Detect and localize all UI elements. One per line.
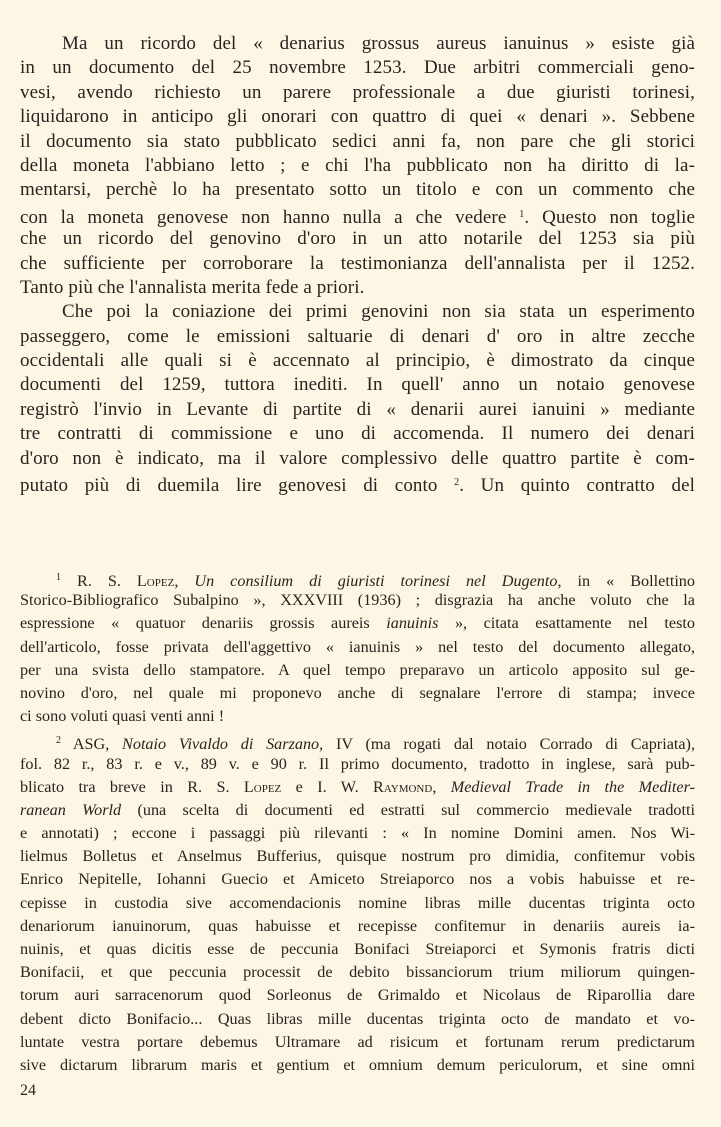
text-segment: ASG, bbox=[72, 735, 123, 754]
footnote-line: sive dictarum librarum maris et gentium et omnium demum periculorum, et sine omni bbox=[20, 1055, 695, 1074]
footnote-line: Bonifacii, et que peccunia processit de debito bissanciorum trium miliorum quingen- bbox=[20, 963, 695, 982]
text-segment: blicato tra breve in bbox=[20, 777, 188, 796]
text-segment: . Un quinto contratto del bbox=[459, 475, 695, 497]
text-segment: . Questo non toglie bbox=[524, 206, 696, 228]
text-segment: e I. W. bbox=[281, 777, 374, 796]
footnote-1 bbox=[20, 566, 695, 728]
footnote-line: e annotati) ; eccone i passaggi più rilevanti : « In nomine Domini amen. Nos Wi- bbox=[20, 824, 695, 843]
text-line: in un documento del 25 novembre 1253. Due arbitri commerciali geno- bbox=[20, 57, 695, 79]
footnote-line: novino d'oro, nel quale mi proponevo anche di segnalare l'errore di stampa; invece bbox=[20, 683, 695, 702]
footnote-line: denariorum ianuinorum, quas habuisse et recepisse confitemur in denariis aureis ia- bbox=[20, 916, 695, 935]
footnote-2 bbox=[20, 729, 695, 1077]
text-line: che sufficiente per corroborare la testimonianza dell'annalista per il 1252. bbox=[20, 252, 695, 274]
footnote-line: nuinis, et quas dicitis esse de peccunia Bonifaci Streiaporci et Symonis fratris dicti bbox=[20, 940, 695, 958]
text-line: Tanto più che l'annalista merita fede a priori. bbox=[20, 276, 365, 298]
text-segment: espressione « quatuor denariis grossis aureis bbox=[20, 614, 387, 633]
paragraph-1 bbox=[20, 32, 695, 300]
author-name: R. S. Lopez bbox=[187, 777, 282, 796]
footnote-line bbox=[20, 729, 695, 752]
text-line: Ma un ricordo del « denarius grossus aureus ianuinus » esiste già bbox=[62, 33, 695, 54]
footnote-author: R. S. Lopez bbox=[77, 572, 175, 590]
footnote-line bbox=[20, 799, 695, 822]
footnote-line bbox=[20, 612, 695, 635]
text-line bbox=[20, 471, 695, 495]
footnote-ref[interactable]: 2 bbox=[454, 477, 460, 489]
text-segment: , in « Bollettino bbox=[557, 572, 695, 590]
footnote-line: torum auri sarracenorum quod Sorleonus de Grimaldo et Nicolaus de Riparollia dare bbox=[20, 986, 695, 1005]
text-segment: , IV (ma rogati dal notaio Corrado di Capriata), bbox=[319, 735, 695, 754]
text-segment-italic: ianuinis bbox=[386, 614, 439, 633]
text-line: mentarsi, perchè lo ha presentato sotto un titolo e con un commento che bbox=[20, 179, 695, 201]
footnote-line: ci sono voluti quasi venti anni ! bbox=[20, 707, 225, 726]
footnotes bbox=[20, 566, 695, 1078]
footnote-number: 1 bbox=[56, 572, 61, 583]
footnote-line: per una svista dello stampatore. A quel tempo preparavo un articolo apposito sul ge- bbox=[20, 660, 695, 679]
footnote-title: Un consilium di giuristi torinesi nel Dugento bbox=[194, 572, 558, 590]
footnote-line: fol. 82 r., 83 r. e v., 89 v. e 90 r. Il primo documento, tradotto in inglese, sarà pub- bbox=[20, 754, 695, 773]
text-segment: , bbox=[432, 777, 451, 796]
text-line: della moneta l'abbiano letto ; e chi l'ha pubblicato non ha diritto di la- bbox=[20, 154, 695, 176]
book-title: Medieval Trade in the Mediter- bbox=[450, 777, 695, 796]
text-line bbox=[20, 203, 695, 227]
footnote-ref[interactable]: 1 bbox=[519, 208, 525, 220]
text-line: liquidarono in anticipo gli onorari con quattro di quei « denari ». Sebbene bbox=[20, 106, 695, 128]
footnote-line: Storico-Bibliografico Subalpino », XXXVIII (1936) ; disgrazia ha anche voluto che la bbox=[20, 591, 695, 610]
main-text bbox=[20, 32, 695, 495]
text-line: il documento sia stato pubblicato sedici anni fa, non pare che gli storici bbox=[20, 130, 695, 152]
text-line: vesi, avendo richiesto un parere professionale a due giuristi torinesi, bbox=[20, 81, 695, 103]
footnote-title: Notaio Vivaldo di Sarzano bbox=[122, 735, 320, 754]
footnote-line: dell'articolo, fosse privata dell'aggettivo « ianuinis » nel testo del documento allegato, bbox=[20, 637, 695, 656]
text-line: passeggero, come le emissioni saltuarie di denari d' oro in altre zecche bbox=[20, 325, 695, 347]
text-line: d'oro non è indicato, ma il valore complessivo delle quattro partite è com- bbox=[20, 447, 695, 469]
footnote-line bbox=[20, 776, 695, 799]
footnote-line: cepisse in custodia sive accomendacionis nomine libras mille ducentas triginta octo bbox=[20, 893, 695, 912]
text-segment: », citata esattamente nel testo bbox=[438, 614, 696, 633]
text-line: che un ricordo del genovino d'oro in un atto notarile del 1253 sia più bbox=[20, 228, 695, 250]
text-segment: (una scelta di documenti ed estratti sul commercio medievale tradotti bbox=[121, 800, 695, 819]
text-line: tre contratti di commissione e uno di accomenda. Il numero dei denari bbox=[20, 423, 695, 445]
paragraph-2 bbox=[20, 300, 695, 495]
footnote-line: luntate vestra portare debemus Ultramare ad risicum et fortunam rerum predictarum bbox=[20, 1032, 695, 1051]
text-line: Che poi la coniazione dei primi genovini non sia stata un esperimento bbox=[62, 301, 695, 323]
footnote-number: 2 bbox=[56, 735, 61, 747]
text-line: registrò l'invio in Levante di partite di « denarii aurei ianuini » mediante bbox=[20, 398, 695, 420]
text-segment: con la moneta genovese non hanno nulla a che vedere bbox=[20, 206, 507, 228]
footnote-line: debent dicto Bonifacio... Quas libras mille ducentas triginta octo de mandato et vo- bbox=[20, 1009, 695, 1028]
footnote-line: Enrico Nepitelle, Iohanni Guecio et Amiceto Streiaporco nos a vobis habuisse et re- bbox=[20, 870, 695, 889]
author-name: Raymond bbox=[373, 777, 433, 796]
book-title: ranean World bbox=[20, 800, 122, 819]
text-line: occidentali alle quali si è accennato al principio, è dimostrato da cinque bbox=[20, 350, 695, 372]
text-segment: putato più di duemila lire genovesi di conto bbox=[20, 475, 438, 497]
footnote-line: $^1$ R. S. Lopez, Un consilium di giuristi torinesi nel Dugento, in « Bollettino bbox=[56, 572, 695, 590]
text-line: documenti del 1259, tuttora inediti. In quell' anno un notaio genovese bbox=[20, 374, 695, 396]
footnote-line: lielmus Bolletus et Anselmus Bufferius, quisque nostrum pro dimidia, confitemur vobis bbox=[20, 847, 695, 866]
page-number: 24 bbox=[20, 1082, 36, 1099]
